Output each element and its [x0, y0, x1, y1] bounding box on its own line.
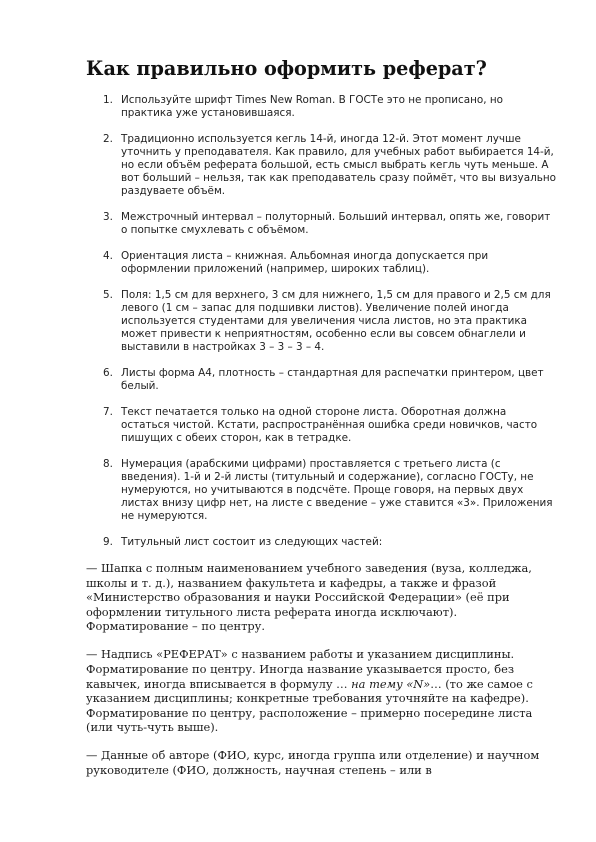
list-item: [86, 536, 556, 549]
list-item: [86, 94, 556, 120]
paragraph-text: … (то же самое с указанием дисциплины; конкретные требования уточняйте на кафедре). Форматирование по центру, расположение – примерно посередине листа (или чуть-чуть выше).: [86, 676, 533, 735]
list-item-number: 2.: [103, 133, 113, 145]
list-item-text: Текст печатается только на одной стороне листа. Оборотная должна остаться чистой. Кстати, распространённая ошибка среди новичков, часто пишущих с обеих сторон, как в тетрадке.: [121, 406, 538, 444]
list-item-text: Традиционно используется кегль 14-й, иногда 12-й. Этот момент лучше уточнить у преподавателя. Как правило, для учебных работ выбирается 14-й, но если объём реферата большой, есть смысл выбрать кегль чуть меньше. А вот больший – нельзя, так как преподаватель сразу поймёт, что вы визуально раздуваете объём.: [121, 133, 556, 197]
list-item-number: 7.: [103, 406, 113, 418]
list-item: [86, 367, 556, 393]
list-item-text: Листы форма А4, плотность – стандартная для распечатки принтером, цвет белый.: [121, 367, 544, 392]
numbered-list: [86, 94, 556, 549]
list-item: [86, 133, 556, 198]
list-item-text: Межстрочный интервал – полуторный. Больший интервал, опять же, говорит о попытке смухлевать с объёмом.: [121, 211, 551, 236]
list-item-number: 6.: [103, 367, 113, 379]
list-item-number: 5.: [103, 289, 113, 301]
list-item-text: Нумерация (арабскими цифрами) проставляется с третьего листа (с введения). 1-й и 2-й листы (титульный и содержание), согласно ГОСТу, не нумеруются, но учитываются в подсчёте. Проще говоря, на первых двух листах внизу цифр нет, на листе с введение – уже ставится «3». Приложения не нумеруются.: [121, 458, 553, 522]
list-item: [86, 406, 556, 445]
list-item: [86, 458, 556, 523]
paragraph-title-section: [86, 647, 556, 735]
page-title: Как правильно оформить реферат?: [86, 57, 487, 80]
paragraph-author-section: — Данные об авторе (ФИО, курс, иногда группа или отделение) и научном руководителе (ФИО, должность, научная степень – или в: [86, 748, 540, 777]
paragraph-italic-text: на тему «N»: [351, 676, 431, 691]
paragraph-header-section: — Шапка с полным наименованием учебного заведения (вуза, колледжа, школы и т. д.), названием факультета и кафедры, а также и фразой «Министерство образования и науки Российской Федерации» (её при оформлении титульного листа реферата иногда исключают). Форматирование – по центру.: [86, 561, 532, 634]
document-page: [86, 56, 556, 791]
list-item-text: Титульный лист состоит из следующих частей:: [121, 536, 383, 548]
list-item-number: 3.: [103, 211, 113, 223]
list-item-text: Используйте шрифт Times New Roman. В ГОСТе это не прописано, но практика уже установившаяся.: [121, 94, 504, 119]
list-item-number: 8.: [103, 458, 113, 470]
list-item-text: Поля: 1,5 см для верхнего, 3 см для нижнего, 1,5 см для правого и 2,5 см для левого (1 см – запас для подшивки листов). Увеличение полей иногда используется студентами для увеличения числа листов, но эта практика может привести к неприятностям, особенно если вы совсем обнаглели и выставили в настройках 3 – 3 – 3 – 4.: [121, 289, 551, 353]
list-item: [86, 211, 556, 237]
list-item-number: 4.: [103, 250, 113, 262]
list-item-text: Ориентация листа – книжная. Альбомная иногда допускается при оформлении приложений (например, широких таблиц).: [121, 250, 489, 275]
paragraph-text: — Надпись «РЕФЕРАТ» с названием работы и указанием дисциплины. Форматирование по центру. Иногда название указывается просто, без кавычек, иногда вписывается в формулу …: [86, 647, 515, 691]
list-item-number: 1.: [103, 94, 113, 106]
list-item: [86, 289, 556, 354]
list-item-number: 9.: [103, 536, 113, 548]
list-item: [86, 250, 556, 276]
